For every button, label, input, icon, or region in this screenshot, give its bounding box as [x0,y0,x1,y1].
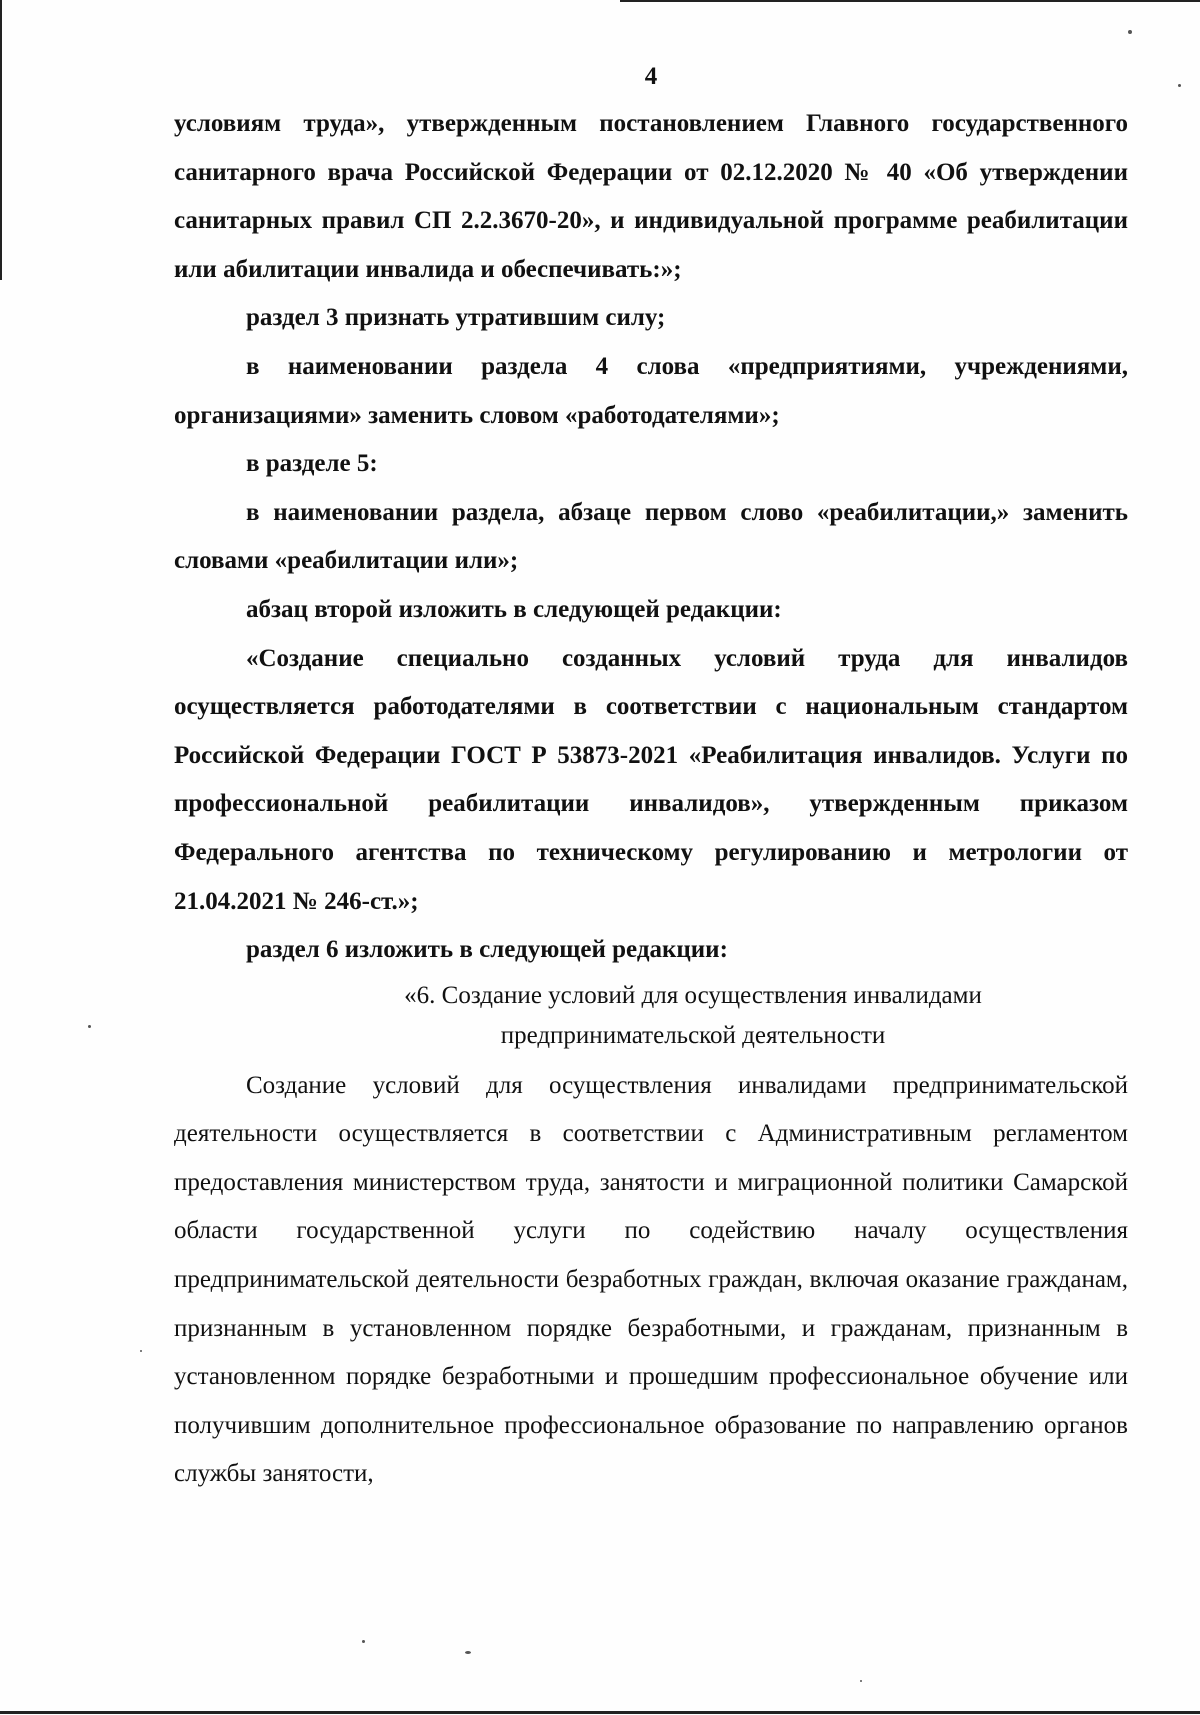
scan-speck [465,1651,471,1654]
paragraph-quoted-gost: «Создание специально созданных условий труда для инвалидов осуществляется работодателями в соответствии с национальным стандартом Российской Федерации ГОСТ Р 53873-2021 «Реабилитация инвалидов. Услуги по профессиональной реабилитации инвалидов», утвержденным приказом Федерального агентства по техническому регулированию и метрологии от 21.04.2021 № 246-ст.»; [174,644,1128,915]
scan-edge-bottom [0,1711,1200,1714]
scan-speck [362,1640,365,1643]
section-6-heading [174,975,1128,1062]
page-number: 4 [644,63,658,90]
paragraph-section-4-title: в наименовании раздела 4 слова «предприятиями, учреждениями, организациями» заменить словом «работодателями»; [174,352,1128,429]
scan-edge-top [620,0,1200,2]
paragraph-section-6: раздел 6 изложить в следующей редакции: [246,936,728,964]
document-body [174,100,1128,1499]
scan-speck [860,1680,862,1682]
paragraph-continuation: условиям труда», утвержденным постановлением Главного государственного санитарного врача Российской Федерации от 02.12.2020 № 40 «Об утверждении санитарных правил СП 2.2.3670-20», и индивидуальной программе реабилитации или абилитации инвалида и обеспечивать:»; [174,110,1128,283]
scan-edge-left [0,0,2,280]
paragraph-section-5-title: в наименовании раздела, абзаце первом слово «реабилитации,» заменить словами «реабилитации или»; [174,498,1128,575]
paragraph-section-3: раздел 3 признать утратившим силу; [246,304,666,332]
paragraph-second-abzac: абзац второй изложить в следующей редакции: [246,595,782,623]
scan-speck [88,1025,91,1028]
scan-speck [140,1350,142,1352]
section-6-heading-line1: «6. Создание условий для осуществления инвалидами [404,981,982,1009]
section-6-heading-line2: предпринимательской деятельности [500,1021,886,1049]
section-6-body: Создание условий для осуществления инвалидами предпринимательской деятельности осуществляется в соответствии с Административным регламентом предоставления министерством труда, занятости и миграционной политики Самарской области государственной услуги по содействию началу осуществления предпринимательской деятельности безработных граждан, включая оказание гражданам, признанным в установленном порядке безработными, и гражданам, признанным в установленном порядке безработными и прошедшим профессиональное обучение или получившим дополнительное профессиональное образование по направлению органов службы занятости, [174,1071,1128,1488]
paragraph-section-5: в разделе 5: [246,450,378,478]
scan-speck [1128,30,1132,34]
